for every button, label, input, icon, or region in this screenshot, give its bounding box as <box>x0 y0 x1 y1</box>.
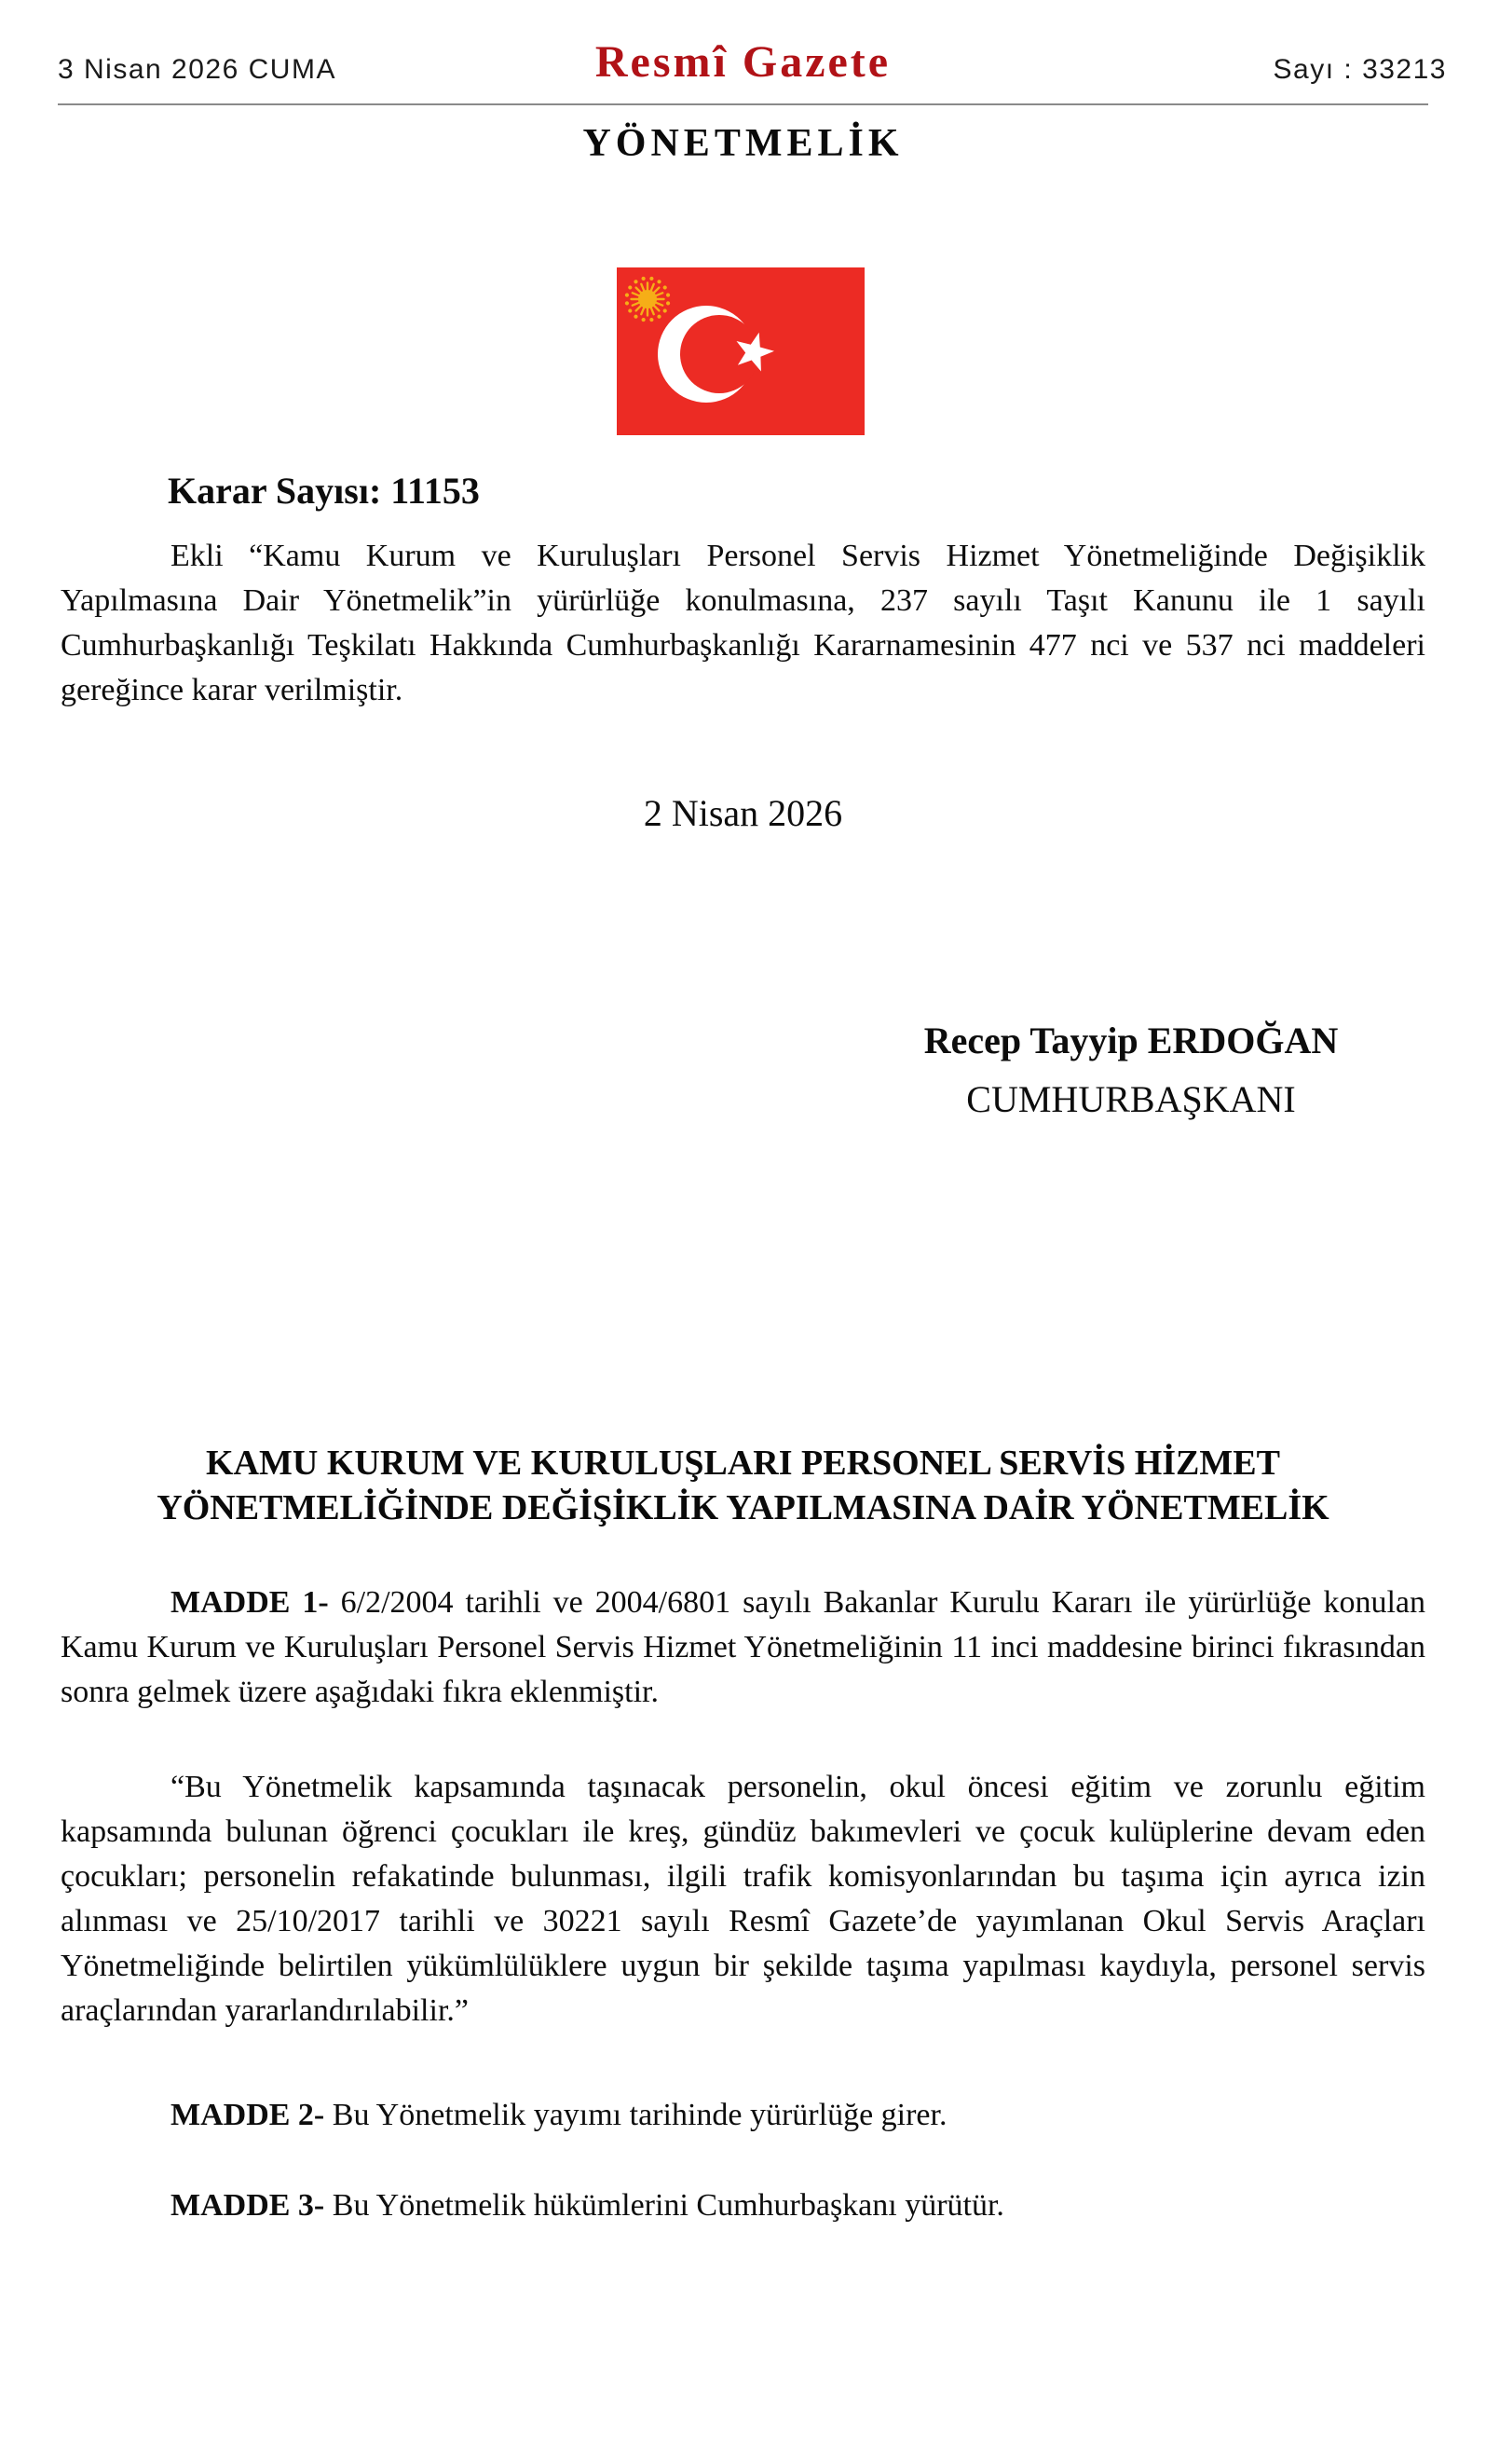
presidential-flag-image <box>617 267 865 435</box>
section-heading: YÖNETMELİK <box>582 122 904 165</box>
decree-date: 2 Nisan 2026 <box>643 792 843 834</box>
header-date: 3 Nisan 2026 CUMA <box>58 54 336 85</box>
decree-paragraph: Ekli “Kamu Kurum ve Kuruluşları Personel Servis Hizmet Yönetmeliğinde Değişiklik Yapılmasına Dair Yönetmelik”in yürürlüğe konulmasına, 237 sayılı Taşıt Kanunu ile 1 sayılı Cumhurbaşkanlığı Teşkilatı Hakkında Cumhurbaşkanlığı Kararnamesinin 477 nci ve 537 nci maddeleri gereğince karar verilmiştir. <box>61 539 1425 707</box>
decision-number: Karar Sayısı: 11153 <box>168 470 480 512</box>
header-issue-number: Sayı : 33213 <box>1273 54 1447 85</box>
article-2-label: MADDE 2- <box>170 2098 325 2132</box>
header-divider <box>58 103 1428 105</box>
article-1-text: 6/2/2004 tarihli ve 2004/6801 sayılı Bakanlar Kurulu Kararı ile yürürlüğe konulan Kamu Kurum ve Kuruluşları Personel Servis Hizmet Yönetmeliğinin 11 inci maddesine birinci fıkrasından sonra gelmek üzere aşağıdaki fıkra eklenmiştir. <box>61 1585 1425 1709</box>
sun-core <box>638 290 657 308</box>
regulation-title-line2: YÖNETMELİĞİNDE DEĞİŞİKLİK YAPILMASINA DAİR YÖNETMELİK <box>157 1488 1329 1527</box>
article-2-text: Bu Yönetmelik yayımı tarihinde yürürlüğe girer. <box>324 2098 947 2132</box>
masthead-title: Resmî Gazete <box>594 37 892 87</box>
signer-title: CUMHURBAŞKANI <box>966 1078 1296 1120</box>
article-3-label: MADDE 3- <box>170 2188 325 2223</box>
regulation-title <box>0 1441 1486 1530</box>
article-3-text: Bu Yönetmelik hükümlerini Cumhurbaşkanı yürütür. <box>324 2188 1004 2223</box>
article-3 <box>61 2183 1425 2228</box>
article-2 <box>61 2093 1425 2138</box>
quoted-clause: “Bu Yönetmelik kapsamında taşınacak personelin, okul öncesi eğitim ve zorunlu eğitim kapsamında bulunan öğrenci çocukları ile kreş, gündüz bakımevleri ve çocuk kulüplerine devam eden çocukları; personelin refakatinde bulunması, ilgili trafik komisyonlarından bu taşıma için ayrıca izin alınması ve 25/10/2017 tarihli ve 30221 sayılı Resmî Gazete’de yayımlanan Okul Servis Araçları Yönetmeliğinde belirtilen yükümlülüklere uygun bir şekilde taşıma yapılması kaydıyla, personel servis araçlarından yararlandırılabilir.” <box>61 1770 1425 2028</box>
signer-name: Recep Tayyip ERDOĞAN <box>923 1020 1339 1061</box>
article-1-label: MADDE 1- <box>170 1585 329 1620</box>
article-1 <box>61 1581 1425 1715</box>
regulation-title-line1: KAMU KURUM VE KURULUŞLARI PERSONEL SERVİS HİZMET <box>206 1444 1280 1483</box>
